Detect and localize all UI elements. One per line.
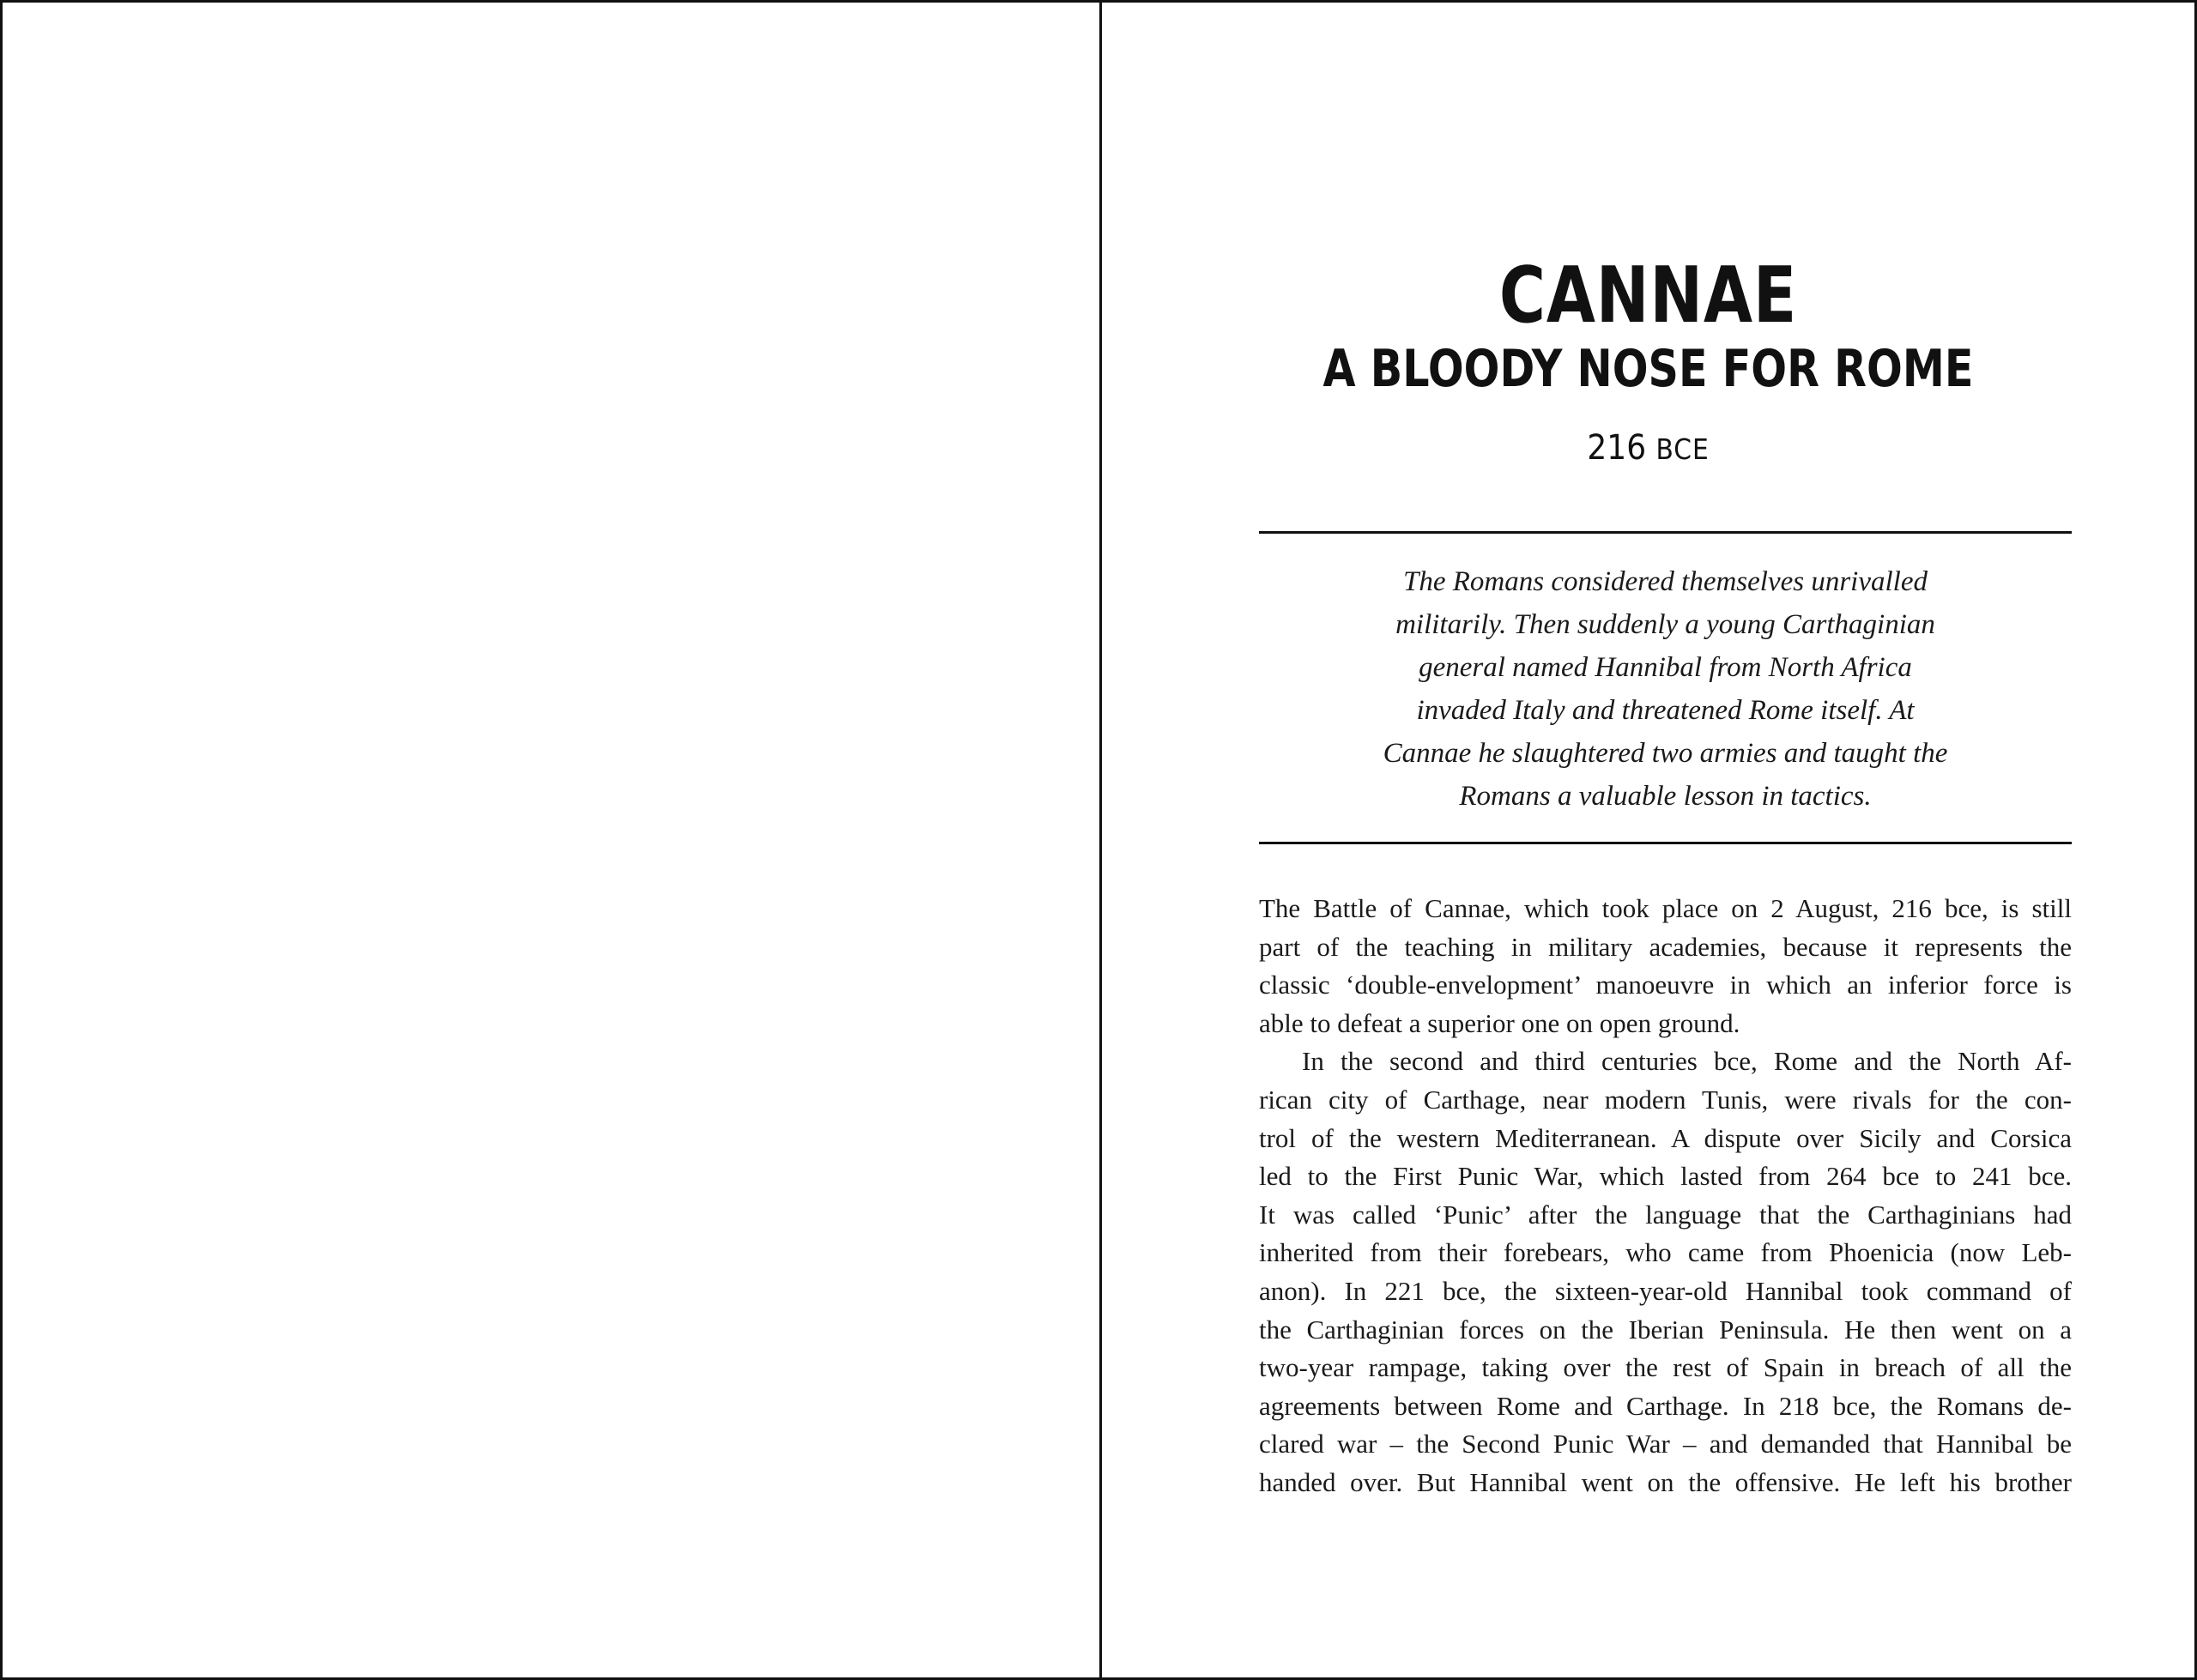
- body-line: agreements between Rome and Carthage. In 218 bce, the Romans de-: [1259, 1390, 2072, 1421]
- body-line: the Carthaginian forces on the Iberian Peninsula. He then went on a: [1259, 1314, 2072, 1345]
- body-line: clared war – the Second Punic War – and demanded that Hannibal be: [1259, 1429, 2072, 1459]
- body-line: The Battle of Cannae, which took place on 2 August, 216 bce, is still: [1259, 893, 2072, 923]
- body-line: two-year rampage, taking over the rest of Spain in breach of all the: [1259, 1352, 2072, 1383]
- body-line: handed over. But Hannibal went on the offensive. He left his brother: [1259, 1466, 2072, 1497]
- epigraph-line: The Romans considered themselves unrivalled: [1403, 566, 1928, 597]
- body-line: able to defeat a superior one on open ground.: [1259, 1007, 1740, 1038]
- left-page-blank: [3, 3, 1100, 1677]
- chapter-date: [1157, 426, 2140, 471]
- body-line: rican city of Carthage, near modern Tunis, were rivals for the con-: [1259, 1084, 2072, 1115]
- epigraph-line: Romans a valuable lesson in tactics.: [1459, 781, 1872, 812]
- body-line: classic ‘double-envelopment’ manoeuvre in which an inferior force is: [1259, 970, 2072, 1000]
- epigraph-rule-bottom: [1259, 842, 2072, 844]
- body-line: led to the First Punic War, which lasted from 264 bce to 241 bce.: [1259, 1161, 2072, 1192]
- body-line: inherited from their forebears, who came from Phoenicia (now Leb-: [1259, 1237, 2072, 1268]
- chapter-date-era: BCE: [1655, 432, 1710, 466]
- right-page: [1102, 3, 2194, 1677]
- epigraph-line: Cannae he slaughtered two armies and taught the: [1383, 738, 1948, 769]
- epigraph-line: invaded Italy and threatened Rome itself. At: [1416, 695, 1915, 726]
- body-text: [1259, 890, 2072, 1502]
- chapter-title: CANNAE: [1498, 251, 1798, 341]
- body-line: It was called ‘Punic’ after the language that the Carthaginians had: [1259, 1199, 2072, 1230]
- epigraph-line: militarily. Then suddenly a young Carthaginian: [1395, 609, 1935, 640]
- chapter-subtitle: A BLOODY NOSE FOR ROME: [1322, 339, 1974, 399]
- body-line: trol of the western Mediterranean. A dispute over Sicily and Corsica: [1259, 1122, 2072, 1153]
- body-line: anon). In 221 bce, the sixteen-year-old Hannibal took command of: [1259, 1275, 2072, 1306]
- chapter-date-number: 216: [1587, 428, 1647, 468]
- body-line: part of the teaching in military academies, because it represents the: [1259, 931, 2072, 962]
- body-line: In the second and third centuries bce, Rome and the North Af-: [1302, 1046, 2072, 1077]
- epigraph-rule-top: [1259, 531, 2072, 534]
- epigraph-line: general named Hannibal from North Africa: [1419, 652, 1912, 683]
- epigraph: [1325, 560, 2006, 818]
